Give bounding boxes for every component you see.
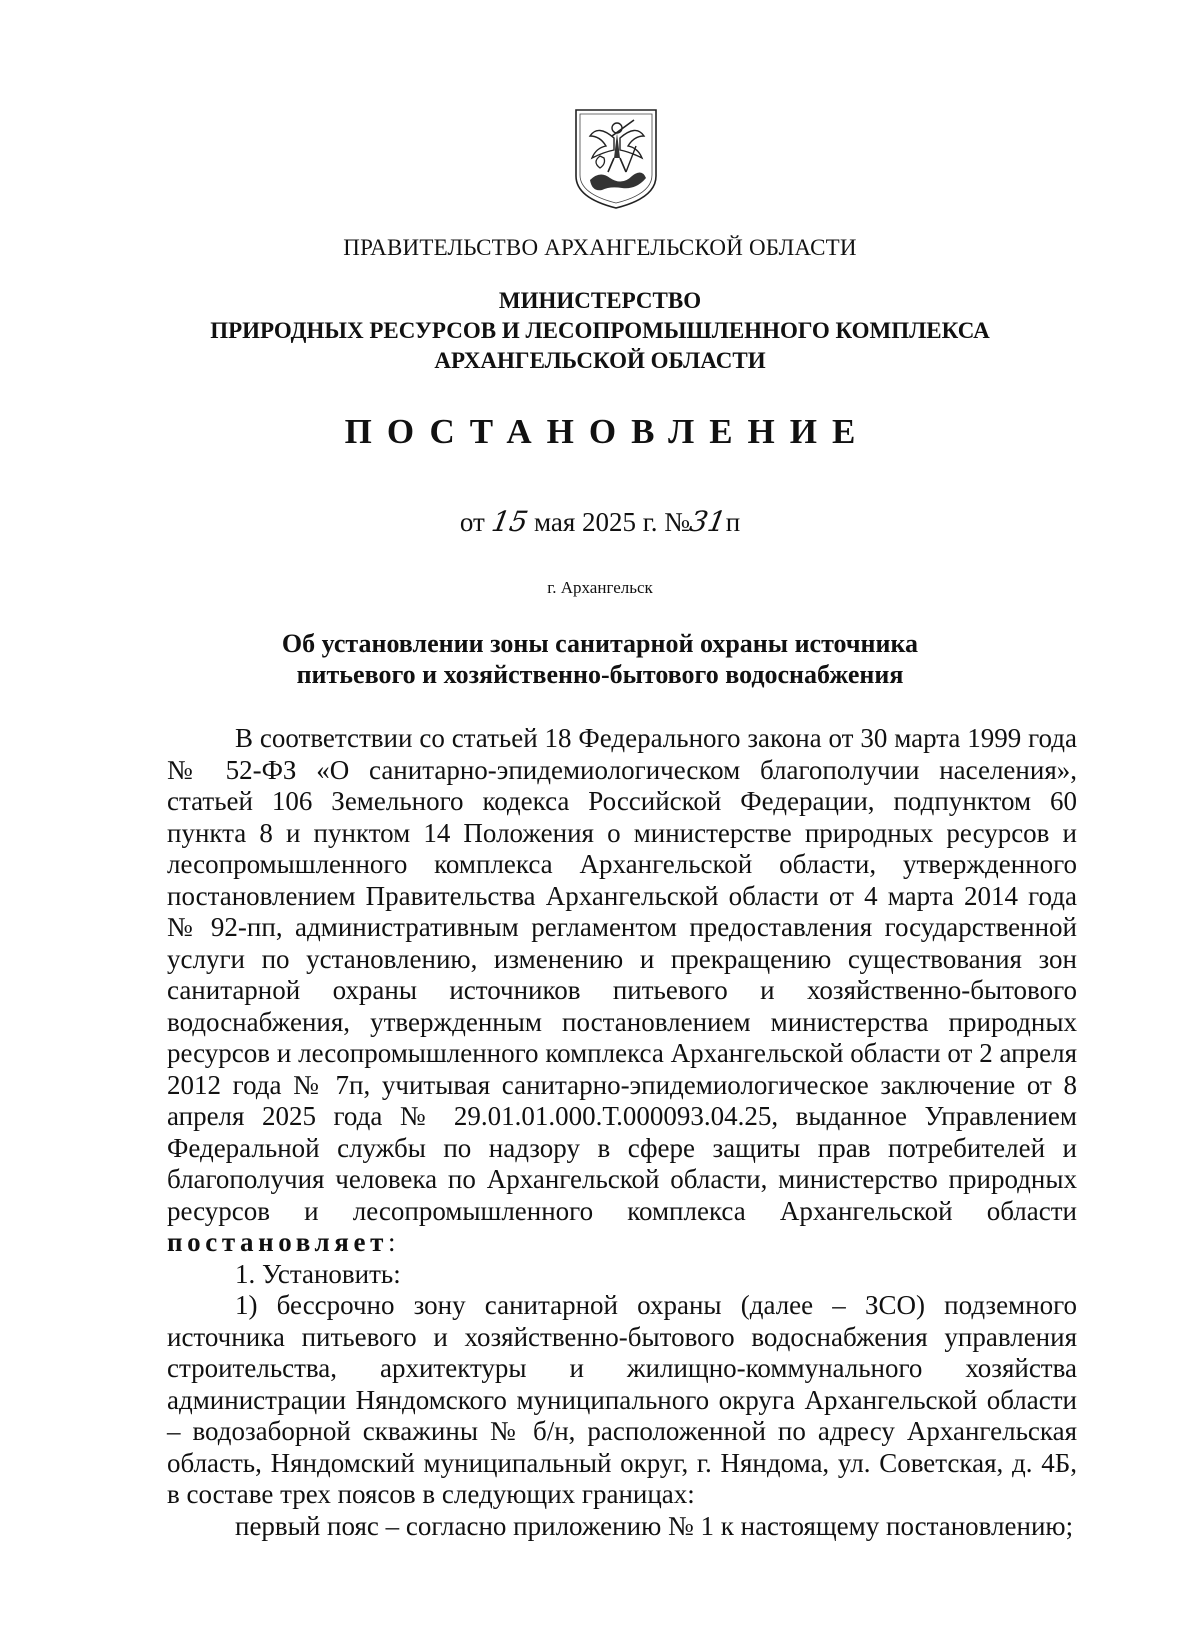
date-number-line [0,505,1200,538]
handwritten-number: 31 [687,505,729,538]
ministry-name [0,286,1200,376]
handwritten-day: 15 [488,505,531,538]
belt-1: первый пояс – согласно приложению № 1 к настоящему постановлению; [235,1510,1074,1541]
document-type-title: ПОСТАНОВЛЕНИЕ [344,412,871,451]
item-1-1: 1) бессрочно зону санитарной охраны (далее – ЗСО) подземного источника питьевого и хозяйственно-бытового водоснабжения управления строительства, архитектуры и жилищно-коммунального хозяйства администрации Няндомского муниципального округа Архангельской области – водозаборной скважины № б/н, расположенной по адресу Архангельская область, Няндомский муниципальный округ, г. Няндома, ул. Советская, д. 4Б, в составе трех поясов в следующих границах: [167,1290,1077,1509]
decree-colon: : [387,1227,396,1257]
ministry-line: МИНИСТЕРСТВО [498,288,702,313]
decree-word: постановляет [167,1227,388,1257]
city: г. Архангельск [547,578,653,597]
subject-line: Об установлении зоны санитарной охраны источника [281,629,919,658]
date-month-year: мая 2025 г. № [533,507,691,537]
ministry-line: АРХАНГЕЛЬСКОЙ ОБЛАСТИ [434,348,766,373]
preamble-paragraph: В соответствии со статьей 18 Федерального закона от 30 марта 1999 года № 52-ФЗ «О санитарно-эпидемиологическом благополучии населения», статьей 106 Земельного кодекса Российской Федерации, подпунктом 60 пункта 8 и пунктом 14 Положения о министерстве природных ресурсов и лесопромышленного комплекса Архангельской области, утвержденного постановлением Правительства Архангельской области от 4 марта 2014 года № 92-пп, административным регламентом предоставления государственной услуги по установлению, изменению и прекращению существования зон санитарной охраны источников питьевого и хозяйственно-бытового водоснабжения, утвержденным постановлением министерства природных ресурсов и лесопромышленного комплекса Архангельской области от 2 апреля 2012 года № 7п, учитывая санитарно-эпидемиологическое заключение от 8 апреля 2025 года № 29.01.01.000.Т.000093.04.25, выданное Управлением Федеральной службы по надзору в сфере защиты прав потребителей и благополучия человека по Архангельской области, министерство природных ресурсов и лесопромышленного комплекса Архангельской области [167,723,1077,1226]
subject-title [0,628,1200,690]
subject-line: питьевого и хозяйственно-бытового водоснабжения [296,660,904,689]
number-suffix: п [725,507,741,537]
document-body [167,723,1077,1542]
coat-of-arms-emblem [570,106,662,210]
decree-line [167,1227,1077,1259]
ministry-line: ПРИРОДНЫХ РЕСУРСОВ И ЛЕСОПРОМЫШЛЕННОГО КОМПЛЕКСА [210,318,990,343]
date-prefix: от [459,507,485,537]
item-1: 1. Установить: [235,1258,401,1289]
government-name: ПРАВИТЕЛЬСТВО АРХАНГЕЛЬСКОЙ ОБЛАСТИ [343,235,857,260]
